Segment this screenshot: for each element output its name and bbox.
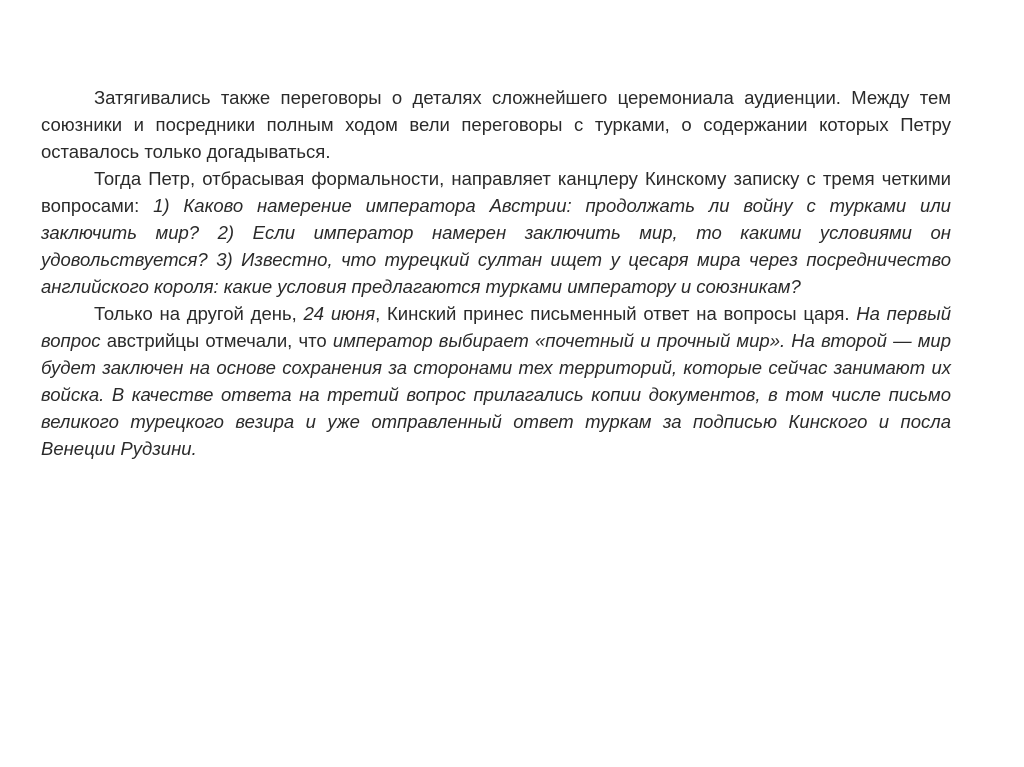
paragraph-2-questions: 1) Каково намерение императора Австрии: продолжать ли войну с турками или заключить мир? 2) Если император намерен заключить мир, то какими условиями он удовольствуется? 3) Известно, что турецкий султан ищет у цесаря мира через посредничество английского короля: какие условия предлагаются турками императору и союзникам? bbox=[41, 195, 951, 297]
paragraph-1 bbox=[41, 84, 951, 165]
document-body bbox=[41, 84, 951, 462]
paragraph-3 bbox=[41, 300, 951, 462]
paragraph-3-part-3: австрийцы отмечали, что bbox=[100, 330, 333, 351]
paragraph-3-answer: император выбирает «почетный и прочный мир». На второй — мир будет заключен на основе сохранения за сторонами тех территорий, которые сейчас занимают их войска. В качестве ответа на третий вопрос прилагались копии документов, в том числе письмо великого турецкого везира и уже отправленный ответ туркам за подписью Кинского и посла Венеции Рудзини. bbox=[41, 330, 951, 459]
paragraph-3-date: 24 июня bbox=[303, 303, 376, 324]
paragraph-3-first-question: На первый вопрос bbox=[41, 303, 951, 351]
paragraph-3-part-1: Только на другой день, bbox=[94, 303, 304, 324]
paragraph-2-intro: Тогда Петр, отбрасывая формальности, направляет канцлеру Кинскому записку с тремя четкими вопросами: bbox=[41, 168, 951, 216]
paragraph-2 bbox=[41, 165, 951, 300]
paragraph-1-text: Затягивались также переговоры о деталях сложнейшего церемониала аудиенции. Между тем союзники и посредники полным ходом вели переговоры с турками, о содержании которых Петру оставалось только догадываться. bbox=[41, 87, 951, 162]
paragraph-3-part-2: , Кинский принес письменный ответ на вопросы царя. bbox=[375, 303, 857, 324]
